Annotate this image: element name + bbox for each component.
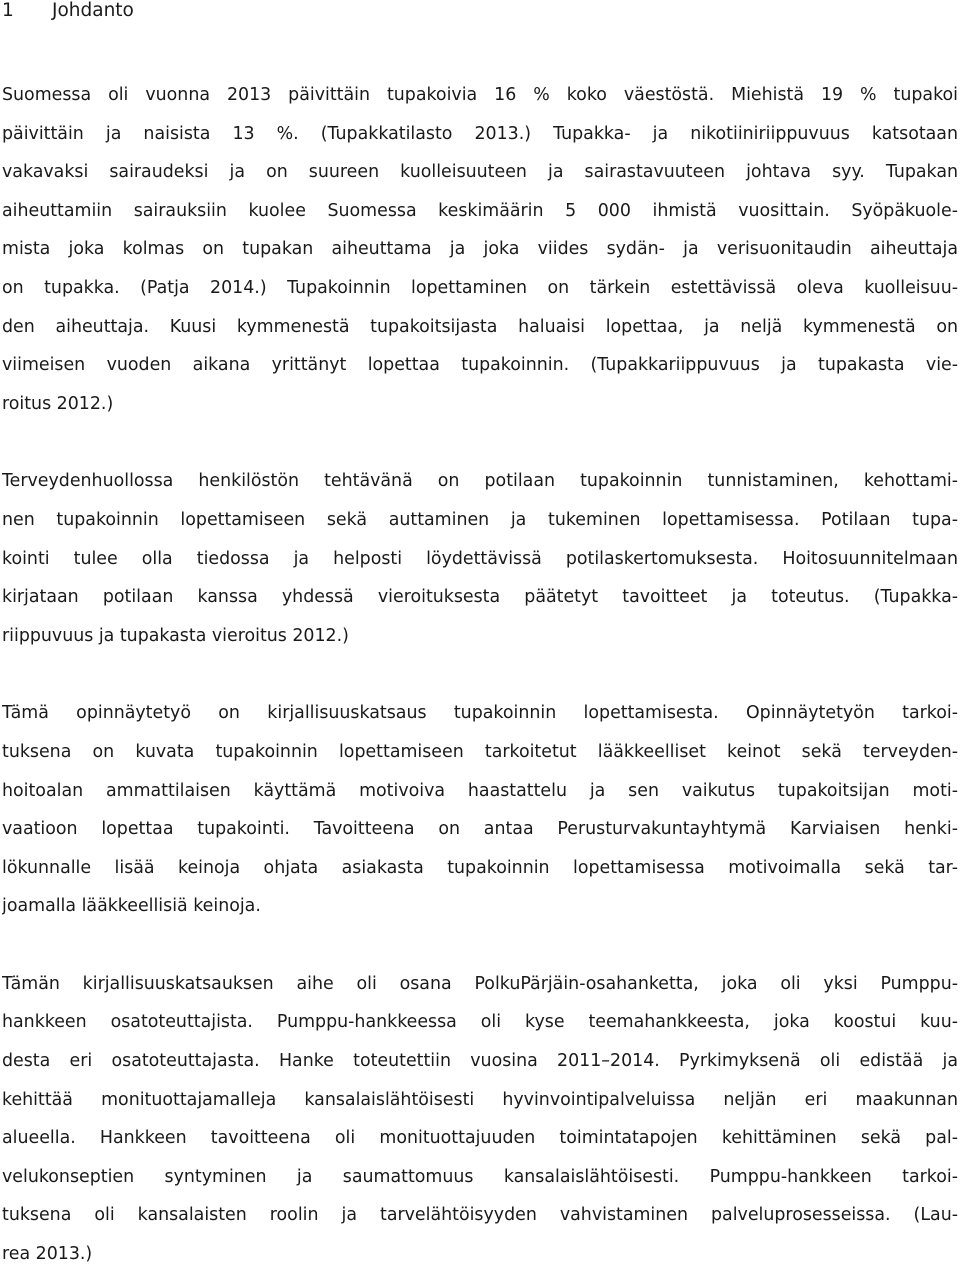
text-line: nen tupakoinnin lopettamiseen sekä auttaminen ja tukeminen lopettamisessa. Potilaan tupa- [2,509,958,530]
text-line: roitus 2012.) [2,393,114,414]
paragraph [2,76,958,423]
text-line: joamalla lääkkeellisiä keinoja. [2,896,261,917]
body-text [2,76,958,1274]
text-line: kointi tulee olla tiedossa ja helposti löydettävissä potilaskertomuksesta. Hoitosuunnitelmaan [2,548,958,569]
text-line: päivittäin ja naisista 13 %. (Tupakkatilasto 2013.) Tupakka- ja nikotiiniriippuvuus katsotaan [2,123,958,144]
text-line: aiheuttamiin sairauksiin kuolee Suomessa keskimäärin 5 000 ihmistä vuosittain. Syöpäkuole- [2,200,958,221]
text-line: lökunnalle lisää keinoja ohjata asiakasta tupakoinnin lopettamisessa motivoimalla sekä tar- [2,857,958,878]
text-line: den aiheuttaja. Kuusi kymmenestä tupakoitsijasta haluaisi lopettaa, ja neljä kymmenestä on [2,316,958,337]
text-line: vakavaksi sairaudeksi ja on suureen kuolleisuuteen ja sairastavuuteen johtava syy. Tupakan [2,162,958,183]
text-line: Terveydenhuollossa henkilöstön tehtävänä on potilaan tupakoinnin tunnistaminen, kehottami- [2,471,958,492]
text-line: velukonseptien syntyminen ja saumattomuus kansalaislähtöisesti. Pumppu-hankkeen tarkoi- [2,1166,958,1187]
paragraph [2,462,958,655]
chapter-number: 1 [2,0,14,21]
text-line: Tämän kirjallisuuskatsauksen aihe oli osana PolkuPärjäin-osahanketta, joka oli yksi Pumppu- [2,973,958,994]
paragraph [2,965,958,1274]
text-line: kehittää monituottajamalleja kansalaislähtöisesti hyvinvointipalveluissa neljän eri maakunnan [2,1089,958,1110]
text-line: tuksena on kuvata tupakoinnin lopettamiseen tarkoitetut lääkkeelliset keinot sekä terveyden- [2,741,958,762]
text-line: riippuvuus ja tupakasta vieroitus 2012.) [2,625,349,646]
text-line: Tämä opinnäytetyö on kirjallisuuskatsaus tupakoinnin lopettamisesta. Opinnäytetyön tarkoi- [2,703,958,724]
text-line: hankkeen osatoteuttajista. Pumppu-hankkeessa oli kyse teemahankkeesta, joka koostui kuu- [2,1012,958,1033]
chapter-heading [2,0,958,22]
text-line: viimeisen vuoden aikana yrittänyt lopettaa tupakoinnin. (Tupakkariippuvuus ja tupakasta vie- [2,355,958,376]
text-line: kirjataan potilaan kanssa yhdessä vieroituksesta päätetyt tavoitteet ja toteutus. (Tupakka- [2,587,958,608]
paragraph-gap [2,655,958,694]
text-line: desta eri osatoteuttajasta. Hanke toteutettiin vuosina 2011–2014. Pyrkimyksenä oli edistää ja [2,1051,958,1072]
paragraph-gap [2,926,958,965]
chapter-title: Johdanto [52,0,134,21]
document-page [2,0,958,1274]
text-line: alueella. Hankkeen tavoitteena oli monituottajuuden toimintatapojen kehittäminen sekä pal- [2,1128,958,1149]
text-line: on tupakka. (Patja 2014.) Tupakoinnin lopettaminen on tärkein estettävissä oleva kuolleisuu- [2,277,958,298]
text-line: Suomessa oli vuonna 2013 päivittäin tupakoivia 16 % koko väestöstä. Miehistä 19 % tupakoi [2,85,958,105]
text-line: rea 2013.) [2,1244,93,1265]
text-line: vaatioon lopettaa tupakointi. Tavoitteena on antaa Perusturvakuntayhtymä Karviaisen henki- [2,819,958,840]
text-line: tuksena oli kansalaisten roolin ja tarvelähtöisyyden vahvistaminen palveluprosesseissa. (Lau- [2,1205,958,1226]
text-line: hoitoalan ammattilaisen käyttämä motivoiva haastattelu ja sen vaikutus tupakoitsijan moti- [2,780,958,801]
text-line: mista joka kolmas on tupakan aiheuttama ja joka viides sydän- ja verisuonitaudin aiheuttaja [2,239,958,260]
paragraph-gap [2,423,958,462]
paragraph [2,694,958,926]
